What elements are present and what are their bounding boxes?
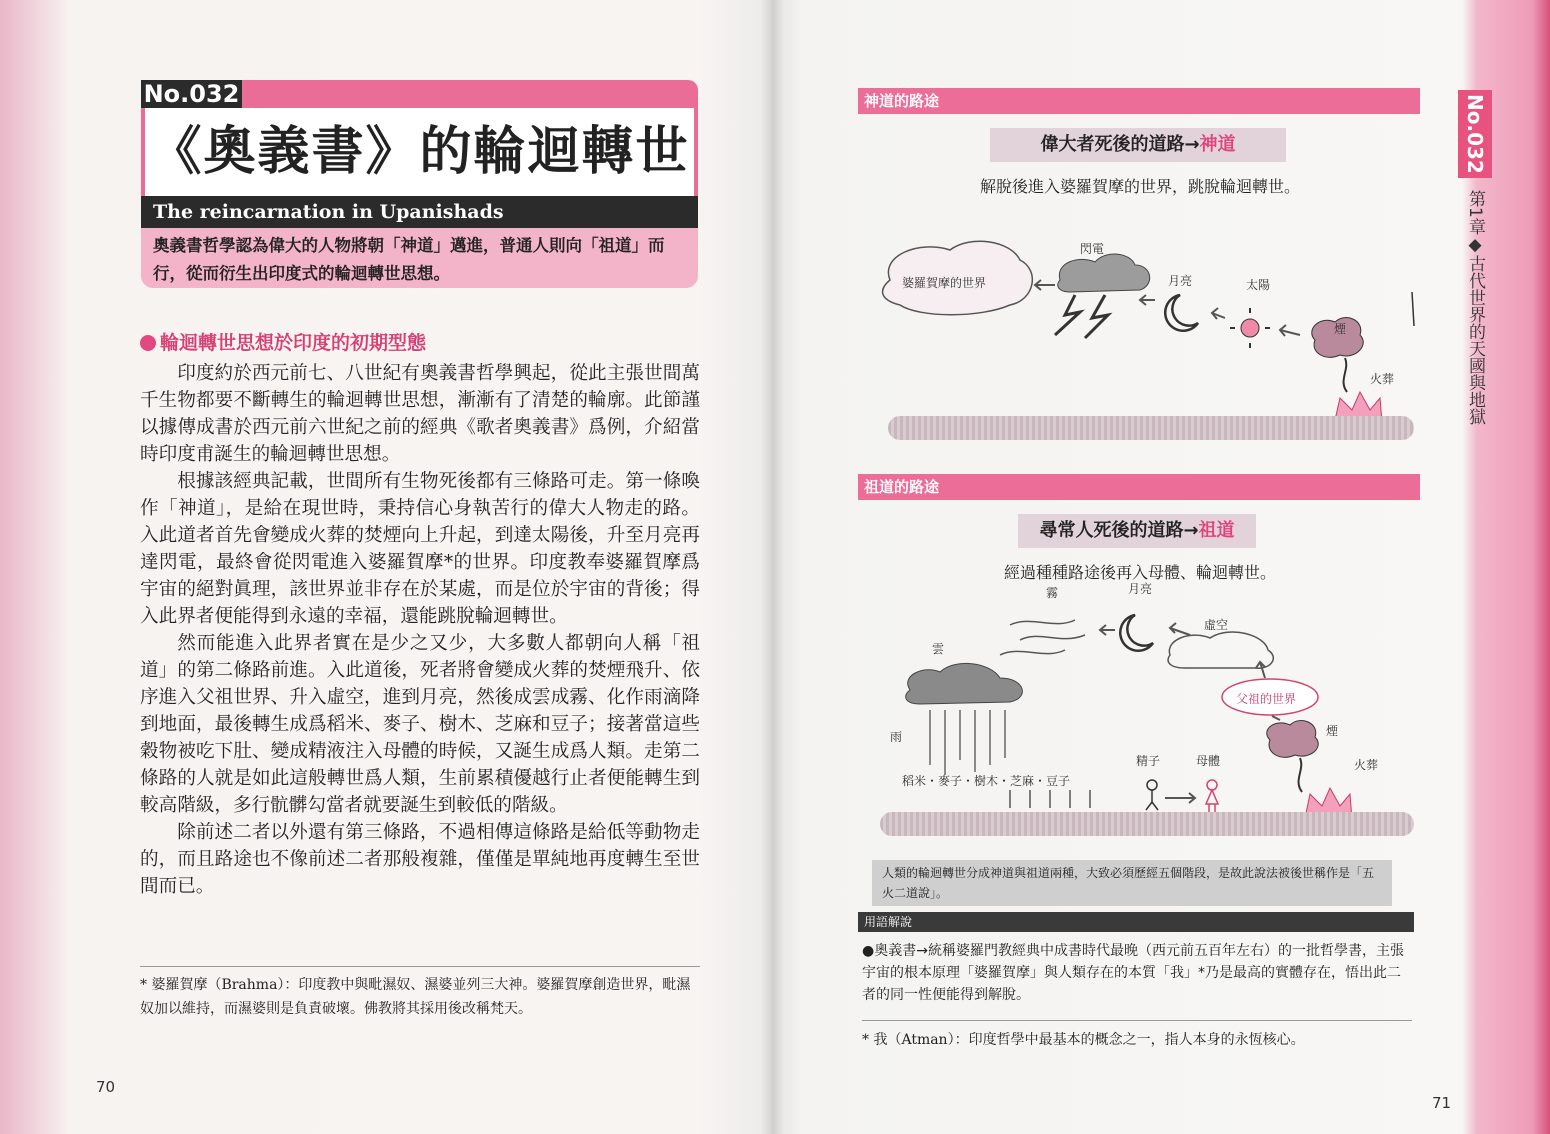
paragraph: 根據該經典記載，世間所有生物死後都有三條路可走。第一條喚作「神道」，是給在現世時，秉持信心身執苦行的偉大人物走的路。入此道者首先會變成火葬的焚煙向上升起，到達太陽後，升至月亮再達閃電，最終會從閃電進入婆羅賀摩*的世界。印度教奉婆羅賀摩爲宇宙的絕對眞理，該世界並非存在於某處，而是位於宇宙的背後；得入此界者便能得到永遠的幸福，還能跳脫輪迴轉世。 bbox=[140, 471, 700, 627]
panel-title-prefix: 偉大者死後的道路→ bbox=[1040, 134, 1200, 155]
smoke-trail bbox=[1344, 358, 1347, 392]
moon-icon bbox=[1120, 615, 1153, 651]
label-rain: 雨 bbox=[890, 730, 903, 744]
label-moon: 月亮 bbox=[1168, 274, 1193, 288]
label-smoke: 煙 bbox=[1326, 724, 1339, 738]
label-crops: 稻米・麥子・樹木・芝麻・豆子 bbox=[902, 774, 1071, 788]
term-explanation: ●奧義書→統稱婆羅門教經典中成書時代最晚（西元前五百年左右）的一批哲學書，主張宇宙的根本原理「婆羅賀摩」與人類存在的本質「我」*乃是最高的實體存在，悟出此二者的同一性便能得到解脫。 bbox=[862, 943, 1404, 1003]
fog-icon bbox=[1000, 620, 1085, 655]
label-smoke: 煙 bbox=[1334, 322, 1347, 336]
body-text bbox=[140, 360, 700, 900]
label-semen: 精子 bbox=[1136, 754, 1161, 768]
label-brahma-world: 婆羅賀摩的世界 bbox=[902, 276, 987, 290]
label-moon: 月亮 bbox=[1128, 582, 1153, 596]
margin-mark bbox=[1412, 292, 1414, 326]
label-cremation: 火葬 bbox=[1370, 372, 1395, 386]
panel-title-accent: 神道 bbox=[1199, 134, 1236, 155]
thunder-cloud bbox=[1058, 254, 1150, 292]
number-badge: No.032 bbox=[141, 80, 242, 108]
rain-cloud bbox=[906, 663, 1023, 704]
ground-strip bbox=[888, 416, 1414, 440]
caption-pitri: 經過種種路途後再入母體、輪迴轉世。 bbox=[1003, 563, 1276, 582]
smoke-trail bbox=[1299, 758, 1302, 792]
sun-icon bbox=[1241, 319, 1259, 337]
section-bar-deva: 神道的路途 bbox=[858, 88, 1420, 114]
bullet-dot-icon bbox=[140, 335, 156, 351]
smoke-cloud bbox=[1267, 721, 1318, 758]
moon-icon bbox=[1165, 295, 1198, 331]
paragraph: 印度約於西元前七、八世紀有奧義書哲學興起，從此主張世間萬千生物都要不斷轉生的輪迴轉世思想，漸漸有了清楚的輪廓。此節謹以據傳成書於西元前六世紀之前的經典《歌者奧義書》爲例，介紹當時印度甫誕生的輪迴轉世思想。 bbox=[140, 363, 700, 465]
label-cloud: 雲 bbox=[932, 642, 945, 656]
section-heading bbox=[140, 328, 426, 355]
panel-title-deva bbox=[990, 128, 1286, 162]
label-cremation: 火葬 bbox=[1354, 758, 1379, 772]
page-title: 《奧義書》的輪迴轉世 bbox=[149, 122, 690, 182]
label-lightning: 閃電 bbox=[1080, 242, 1105, 256]
title-accent-bar bbox=[242, 80, 698, 108]
lightning-bolt bbox=[1055, 295, 1080, 335]
crops-icon bbox=[1010, 790, 1090, 808]
chapter-label: 第1章◆古代世界的天國與地獄 bbox=[1465, 190, 1485, 425]
label-mother: 母體 bbox=[1196, 754, 1221, 768]
section-bar-pitri: 祖道的路途 bbox=[858, 474, 1420, 500]
rain-drops bbox=[930, 710, 1005, 775]
footnote: * 我（Atman）：印度哲學中最基本的概念之一，指人本身的永恆核心。 bbox=[862, 1020, 1412, 1049]
diagram-summary: 人類的輪迴轉世分成神道與祖道兩種，大致必須歷經五個階段，是故此說法被後世稱作是「五火二道說」。 bbox=[872, 860, 1392, 906]
term-explanation-bar: 用語解說 bbox=[858, 912, 1414, 932]
footnote: * 婆羅賀摩（Brahma）：印度教中與毗濕奴、濕婆並列三大神。婆羅賀摩創造世界，毗濕奴加以維持，而濕婆則是負責破壞。佛教將其採用後改稱梵天。 bbox=[140, 966, 700, 1021]
caption-deva: 解脫後進入婆羅賀摩的世界，跳脫輪迴轉世。 bbox=[979, 177, 1300, 196]
lightning-bolt bbox=[1085, 295, 1108, 338]
paragraph: 然而能進入此界者實在是少之又少，大多數人都朝向人稱「祖道」的第二條路前進。入此道後，死者將會變成火葬的焚煙飛升、依序進入父祖世界、升入虛空，進到月亮，然後成雲成霧、化作雨滴降到地面，最後轉生成爲稻米、麥子、樹木、芝麻和豆子；接著當這些穀物被吃下肚、變成精液注入母體的時候，又誕生成爲人類。走第二條路的人就是如此這般轉世爲人類，生前累積優越行止者便能轉生到較高階級，多行骯髒勾當者就要誕生到較低的階級。 bbox=[140, 633, 700, 816]
page-number: 71 bbox=[1432, 1094, 1452, 1112]
ground-strip bbox=[880, 812, 1414, 836]
label-fog: 霧 bbox=[1046, 586, 1059, 600]
semen-figure-icon bbox=[1146, 780, 1158, 810]
pitri-path-diagram bbox=[860, 580, 1420, 850]
label-ancestors-world: 父祖的世界 bbox=[1236, 692, 1297, 706]
mother-figure-icon bbox=[1206, 780, 1218, 812]
book-gutter bbox=[760, 0, 784, 1134]
label-sun: 太陽 bbox=[1246, 278, 1271, 292]
panel-title-prefix: 尋常人死後的道路→ bbox=[1039, 520, 1199, 541]
section-heading-text: 輪迴轉世思想於印度的初期型態 bbox=[160, 332, 427, 354]
label-void: 虛空 bbox=[1204, 618, 1229, 632]
side-tab: No.032 bbox=[1458, 90, 1492, 178]
page-number: 70 bbox=[96, 1078, 116, 1096]
panel-title-pitri bbox=[1018, 514, 1256, 548]
paragraph: 除前述二者以外還有第三條路，不過相傳這條路是給低等動物走的，而且路途也不像前述二者那般複雜，僅僅是單純地再度轉生至世間而已。 bbox=[140, 822, 700, 897]
english-title: The reincarnation in Upanishads bbox=[141, 196, 698, 228]
void-cloud bbox=[1168, 632, 1273, 668]
panel-title-accent: 祖道 bbox=[1198, 520, 1235, 541]
summary-box: 奧義書哲學認為偉大的人物將朝「神道」邁進，普通人則向「祖道」而行，從而衍生出印度式的輪迴轉世思想。 bbox=[141, 228, 698, 288]
